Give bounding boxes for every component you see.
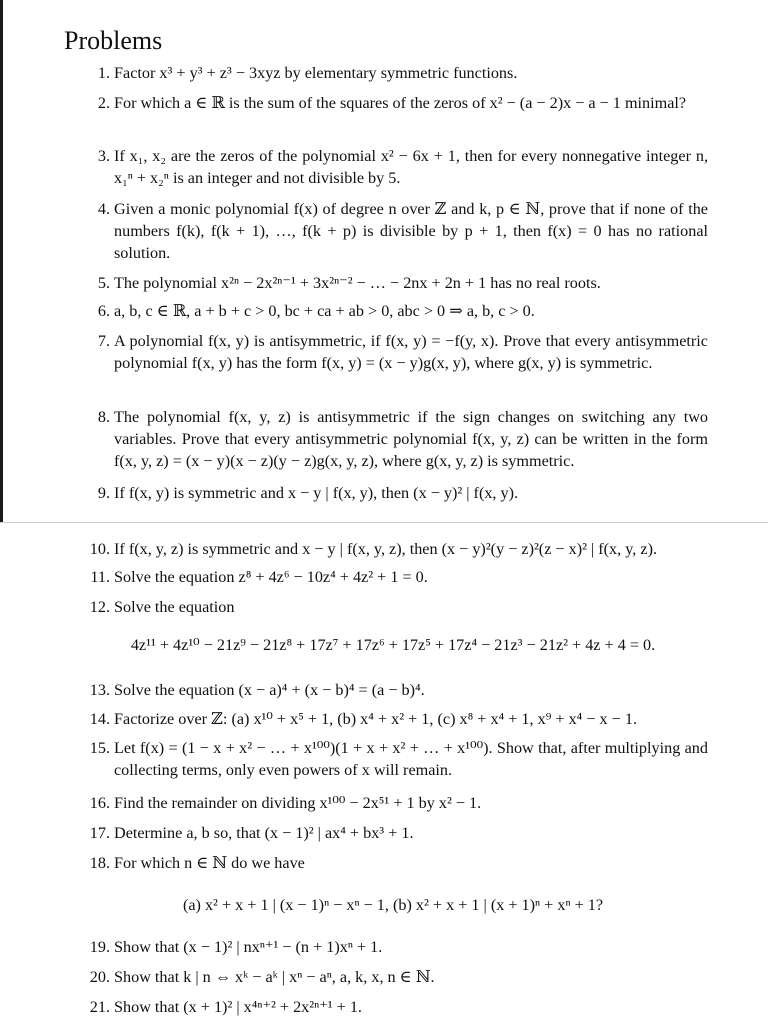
problem-number: 16. [89, 794, 110, 812]
problem-20 [78, 966, 708, 988]
problem-number: 18. [89, 854, 110, 872]
problem-5 [78, 272, 708, 294]
problem-18 [78, 852, 708, 874]
equation-12 [78, 634, 708, 656]
display-equation: 4z¹¹ + 4z¹⁰ − 21z⁹ − 21z⁸ + 17z⁷ + 17z⁶ + 17z⁵ + 17z⁴ − 21z³ − 21z² + 4z + 4 = 0. [130, 636, 656, 654]
problem-number: 17. [89, 824, 110, 842]
problem-number: 6. [97, 302, 110, 320]
problem-text: Let f(x) = (1 − x + x² − … + x¹⁰⁰)(1 + x + x² + … + x¹⁰⁰). Show that, after multiplying and collecting terms, only even powers of x will remain. [114, 739, 708, 780]
problem-text: Factor x³ + y³ + z³ − 3xyz by elementary symmetric functions. [114, 64, 518, 82]
problem-text: Show that (x − 1)² | nxⁿ⁺¹ − (n + 1)xⁿ + 1. [114, 938, 383, 956]
problem-text: Show that (x + 1)² | x⁴ⁿ⁺² + 2x²ⁿ⁺¹ + 1. [114, 998, 362, 1016]
problem-12 [78, 596, 708, 618]
problem-number: 14. [89, 710, 110, 728]
problem-number: 4. [97, 200, 110, 218]
problem-number: 8. [97, 408, 110, 426]
problem-number: 1. [97, 64, 110, 82]
display-equation: (a) x² + x + 1 | (x − 1)ⁿ − xⁿ − 1, (b) x² + x + 1 | (x + 1)ⁿ + xⁿ + 1? [182, 896, 604, 914]
problem-text: Determine a, b so, that (x − 1)² | ax⁴ + bx³ + 1. [114, 824, 414, 842]
problem-text: If x₁, x₂ are the zeros of the polynomial x² − 6x + 1, then for every nonnegative integer n, x₁ⁿ + x₂ⁿ is an integer and not divisible by 5. [114, 147, 708, 188]
problem-16 [78, 792, 708, 814]
problem-number: 20. [89, 968, 110, 986]
problem-19 [78, 936, 708, 958]
problem-number: 3. [97, 147, 110, 165]
problem-text: Find the remainder on dividing x¹⁰⁰ − 2x⁵¹ + 1 by x² − 1. [114, 794, 482, 812]
equation-18 [78, 894, 708, 916]
problem-text: Factorize over ℤ: (a) x¹⁰ + x⁵ + 1, (b) x⁴ + x² + 1, (c) x⁸ + x⁴ + 1, x⁹ + x⁴ − x − 1. [114, 710, 637, 728]
problem-7 [78, 330, 708, 374]
problem-number: 11. [90, 568, 110, 586]
problem-text: For which a ∈ ℝ is the sum of the squares of the zeros of x² − (a − 2)x − a − 1 minimal? [114, 94, 687, 112]
problem-number: 7. [97, 332, 110, 350]
problem-10 [78, 538, 708, 560]
problem-number: 21. [89, 998, 110, 1016]
problem-number: 10. [89, 540, 110, 558]
problem-3 [78, 145, 708, 189]
problem-text: Given a monic polynomial f(x) of degree n over ℤ and k, p ∈ ℕ, prove that if none of the numbers f(k), f(k + 1), …, f(k + p) is divisible by p + 1, then f(x) = 0 has no rational solution. [114, 200, 708, 263]
problem-text: The polynomial x²ⁿ − 2x²ⁿ⁻¹ + 3x²ⁿ⁻² − … − 2nx + 2n + 1 has no real roots. [114, 274, 601, 292]
problem-8 [78, 406, 708, 473]
problem-text: Show that k | n ⇔ xᵏ − aᵏ | xⁿ − aⁿ, a, k, x, n ∈ ℕ. [114, 968, 435, 986]
problem-21 [78, 996, 708, 1018]
problem-text: Solve the equation (x − a)⁴ + (x − b)⁴ = (a − b)⁴. [114, 681, 425, 699]
problem-text: Solve the equation z⁸ + 4z⁶ − 10z⁴ + 4z² + 1 = 0. [114, 568, 428, 586]
problem-15 [78, 737, 708, 781]
problem-13 [78, 679, 708, 701]
problem-1 [78, 62, 708, 84]
problem-text: If f(x, y) is symmetric and x − y | f(x, y), then (x − y)² | f(x, y). [114, 484, 519, 502]
problem-4 [78, 198, 708, 265]
problem-number: 19. [89, 938, 110, 956]
problem-text: A polynomial f(x, y) is antisymmetric, if f(x, y) = −f(y, x). Prove that every antisymmetric polynomial f(x, y) has the form f(x, y) = (x − y)g(x, y), where g(x, y) is symmetric. [114, 332, 708, 373]
problem-text: For which n ∈ ℕ do we have [114, 854, 305, 872]
problem-number: 15. [89, 739, 110, 757]
page-title: Problems [64, 26, 163, 56]
problem-number: 2. [97, 94, 110, 112]
problem-number: 5. [97, 274, 110, 292]
problem-14 [78, 708, 708, 730]
left-page-edge [0, 0, 3, 522]
problem-6 [78, 300, 708, 322]
problem-text: Solve the equation [114, 598, 235, 616]
problem-text: a, b, c ∈ ℝ, a + b + c > 0, bc + ca + ab > 0, abc > 0 ⇒ a, b, c > 0. [114, 302, 535, 320]
problem-2 [78, 92, 708, 114]
problem-17 [78, 822, 708, 844]
problem-11 [78, 566, 708, 588]
problem-number: 13. [89, 681, 110, 699]
problem-text: The polynomial f(x, y, z) is antisymmetric if the sign changes on switching any two variables. Prove that every antisymmetric polynomial f(x, y, z) can be written in the form f(x, y, z) = (x − y)(x − z)(y − z)g(x, y, z), where g(x, y, z) is symmetric. [114, 408, 708, 471]
problem-number: 9. [97, 484, 110, 502]
problem-9 [78, 482, 708, 504]
problem-text: If f(x, y, z) is symmetric and x − y | f(x, y, z), then (x − y)²(y − z)²(z − x)² | f(x, y, z). [114, 540, 658, 558]
problem-number: 12. [89, 598, 110, 616]
page-separator [0, 522, 768, 523]
